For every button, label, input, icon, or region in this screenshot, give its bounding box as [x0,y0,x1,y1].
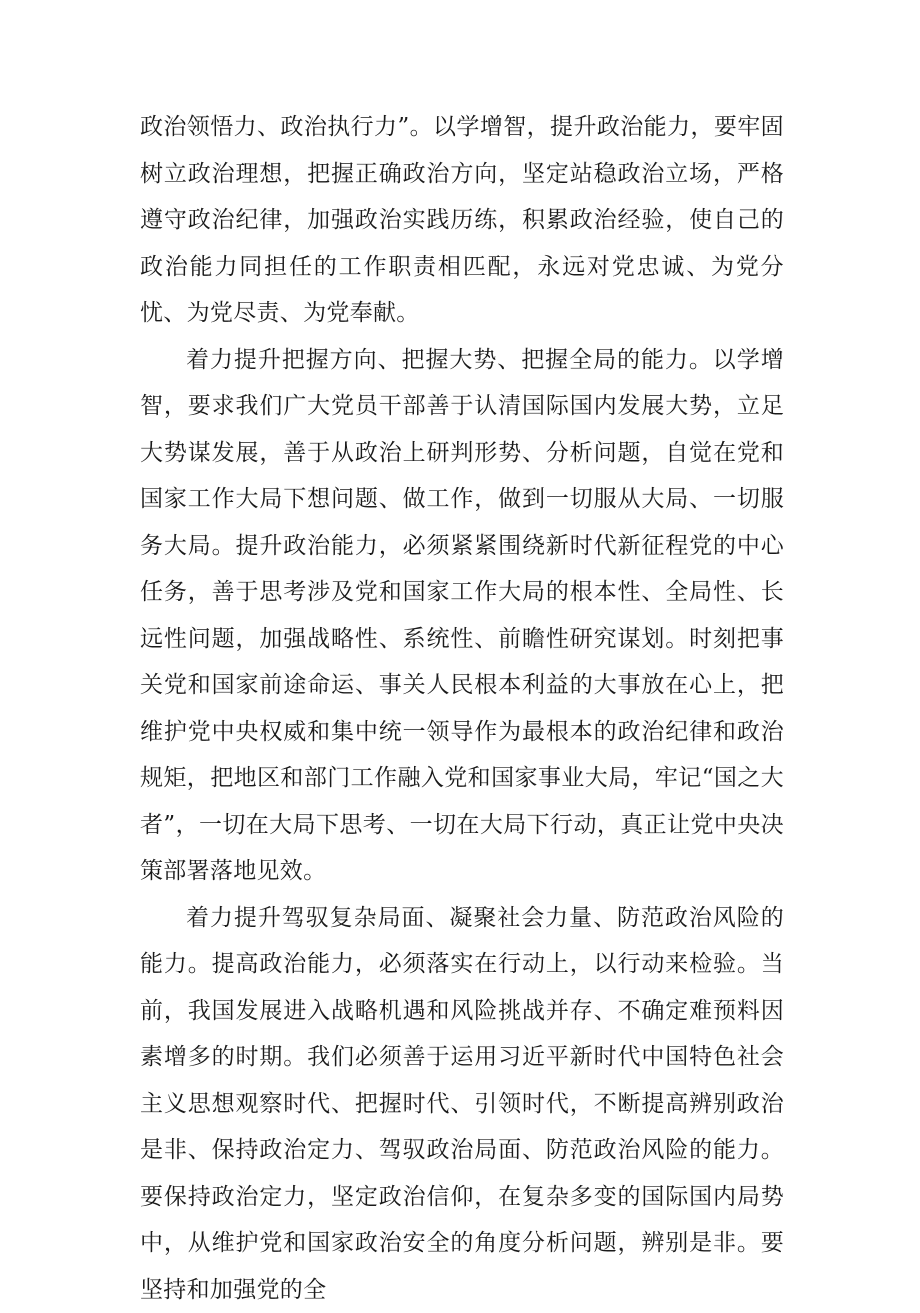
paragraph-continuation: 政治领悟力、政治执行力”。以学增智，提升政治能力，要牢固树立政治理想，把握正确政治方向，坚定站稳政治立场，严格遵守政治纪律，加强政治实践历练，积累政治经验，使自己的政治能力同担任的工作职责相匹配，永远对党忠诚、为党分忧、为党尽责、为党奉献。 [140,104,784,337]
paragraph-overall-situation: 着力提升把握方向、把握大势、把握全局的能力。以学增智，要求我们广大党员干部善于认清国际国内发展大势，立足大势谋发展，善于从政治上研判形势、分析问题，自觉在党和国家工作大局下想问题、做工作，做到一切服从大局、一切服务大局。提升政治能力，必须紧紧围绕新时代新征程党的中心任务，善于思考涉及党和国家工作大局的根本性、全局性、长远性问题，加强战略性、系统性、前瞻性研究谋划。时刻把事关党和国家前途命运、事关人民根本利益的大事放在心上，把维护党中央权威和集中统一领导作为最根本的政治纪律和政治规矩，把地区和部门工作融入党和国家事业大局，牢记“国之大者”，一切在大局下思考、一切在大局下行动，真正让党中央决策部署落地见效。 [140,337,784,895]
body-text [140,104,784,1313]
paragraph-political-risk: 着力提升驾驭复杂局面、凝聚社会力量、防范政治风险的能力。提高政治能力，必须落实在行动上，以行动来检验。当前，我国发展进入战略机遇和风险挑战并存、不确定难预料因素增多的时期。我们必须善于运用习近平新时代中国特色社会主义思想观察时代、把握时代、引领时代，不断提高辨别政治是非、保持政治定力、驾驭政治局面、防范政治风险的能力。要保持政治定力，坚定政治信仰，在复杂多变的国际国内局势中，从维护党和国家政治安全的角度分析问题，辨别是非。要坚持和加强党的全 [140,895,784,1313]
